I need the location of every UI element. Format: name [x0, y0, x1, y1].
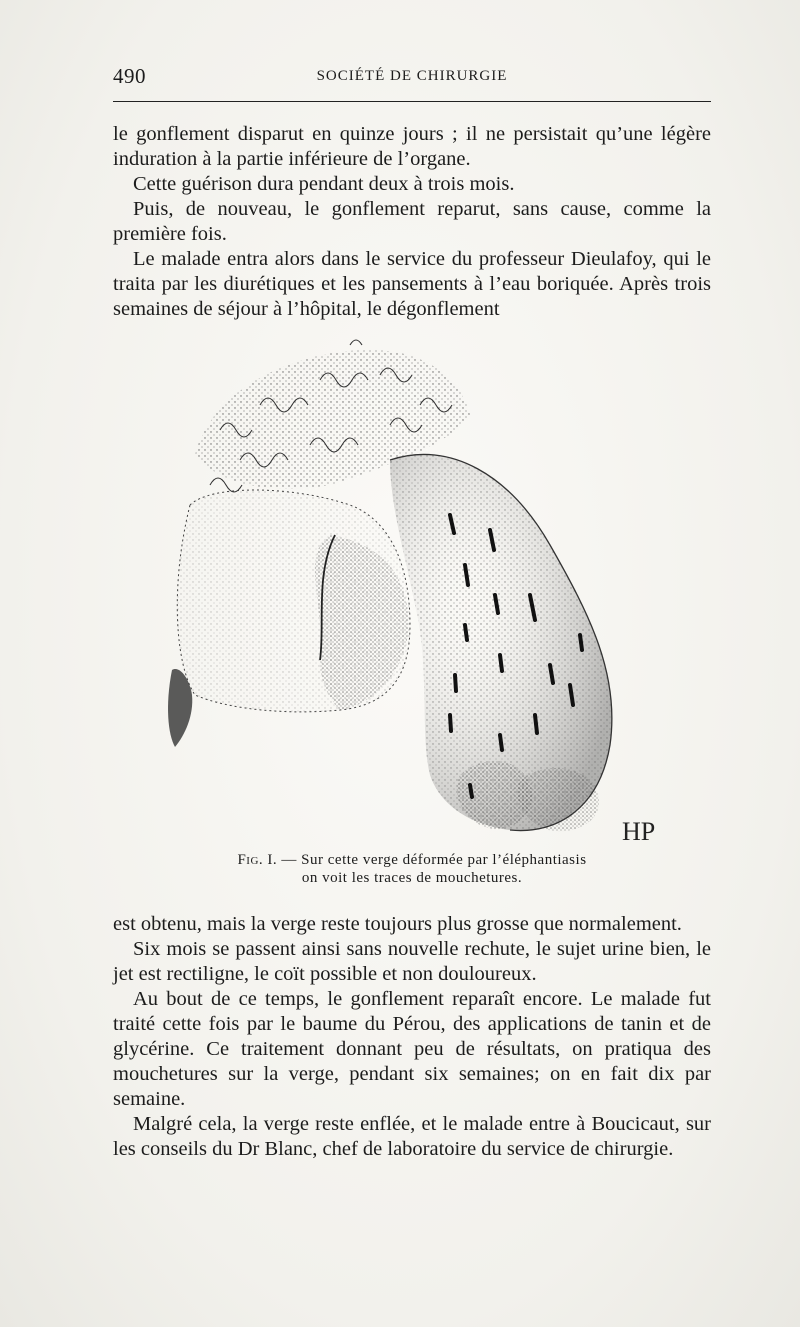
paragraph: Cette guérison dura pendant deux à trois mois.	[133, 173, 515, 195]
paragraph: Six mois se passent ainsi sans nouvelle rechute, le sujet urine bien, le jet est rectiligne, le coït possible et non douloureux.	[113, 938, 711, 985]
left-mass	[168, 490, 410, 747]
caption-line-1: — Sur cette verge déformée par l’éléphantiasis	[281, 852, 587, 868]
paragraph: est obtenu, mais la verge reste toujours plus grosse que normalement.	[113, 913, 682, 935]
text-before-figure	[113, 122, 711, 322]
paragraph: Le malade entra alors dans le service du professeur Dieulafoy, qui le traita par les diurétiques et les pansements à l’eau boriquée. Après trois semaines de séjour à l’hôpital, le dégonflement	[113, 248, 711, 320]
page-number: 490	[113, 64, 146, 88]
artist-monogram: HP	[622, 817, 656, 846]
shaft	[390, 454, 612, 831]
paragraph: Malgré cela, la verge reste enflée, et le malade entre à Boucicaut, sur les conseils du Dr Blanc, chef de laboratoire du service de chirurgie.	[113, 1113, 711, 1160]
elephantiasis-illustration	[150, 335, 670, 850]
running-title: SOCIÉTÉ DE CHIRURGIE	[316, 68, 508, 84]
paragraph: Au bout de ce temps, le gonflement reparaît encore. Le malade fut traité cette fois par le baume du Pérou, des applications de tanin et de glycérine. Ce traitement donnant peu de résultats, on pratiqua des mouchetures sur la verge, pendant six semaines; on en fait dix par semaine.	[113, 988, 711, 1110]
header-rule	[113, 101, 711, 102]
caption-line-2: on voit les traces de mouchetures.	[301, 870, 523, 886]
paragraph: Puis, de nouveau, le gonflement reparut, sans cause, comme la première fois.	[113, 198, 711, 245]
text-after-figure	[113, 912, 711, 1162]
caption-label: Fig. I.	[237, 852, 278, 868]
running-head	[113, 64, 711, 92]
paragraph: le gonflement disparut en quinze jours ; il ne persistait qu’une légère induration à la partie inférieure de l’organe.	[113, 123, 711, 170]
figure-caption	[113, 851, 711, 887]
